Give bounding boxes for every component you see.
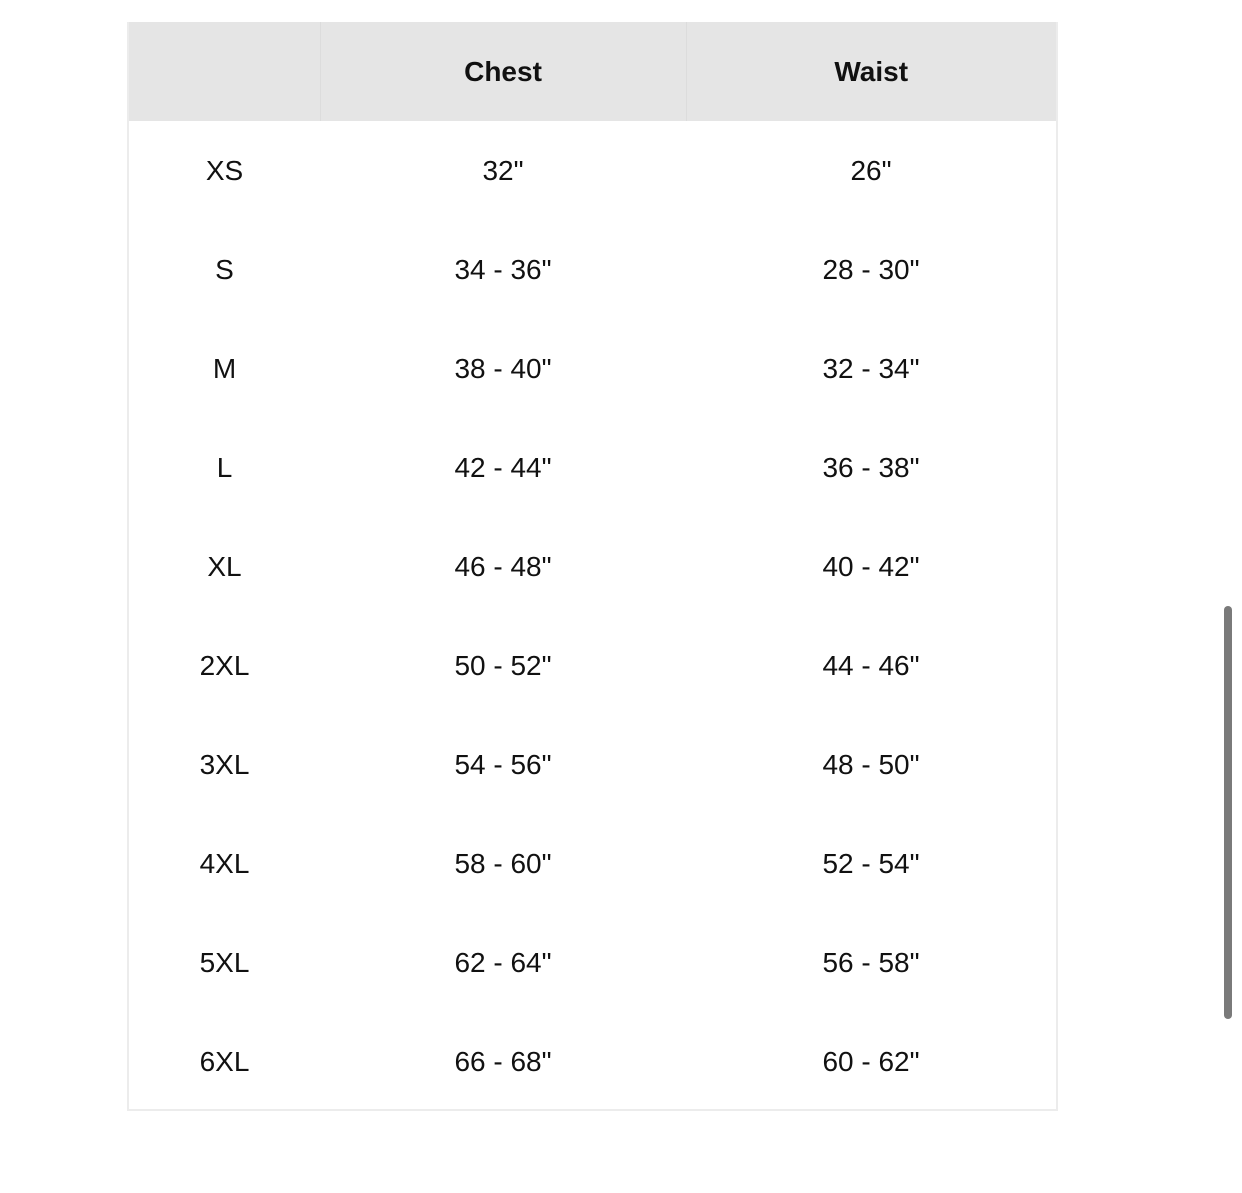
waist-cell: 52 - 54" bbox=[822, 847, 920, 879]
size-cell: S bbox=[215, 253, 234, 285]
table-row bbox=[129, 121, 1056, 220]
table-row bbox=[129, 1012, 1056, 1111]
scrollbar-thumb[interactable] bbox=[1224, 606, 1232, 1019]
chest-cell: 66 - 68" bbox=[454, 1045, 552, 1077]
size-chart-table bbox=[129, 22, 1056, 1111]
chest-cell: 42 - 44" bbox=[454, 451, 552, 483]
waist-cell: 56 - 58" bbox=[822, 946, 920, 978]
table-row bbox=[129, 913, 1056, 1012]
waist-cell: 26" bbox=[850, 154, 892, 186]
size-cell: M bbox=[212, 352, 237, 384]
waist-cell: 40 - 42" bbox=[822, 550, 920, 582]
size-chart bbox=[127, 22, 1058, 1111]
chest-cell: 46 - 48" bbox=[454, 550, 552, 582]
size-chart-header-row bbox=[129, 22, 1056, 121]
size-cell: XL bbox=[207, 550, 242, 582]
waist-cell: 60 - 62" bbox=[822, 1045, 920, 1077]
waist-cell: 36 - 38" bbox=[822, 451, 920, 483]
size-cell: 4XL bbox=[199, 847, 250, 879]
waist-cell: 48 - 50" bbox=[822, 748, 920, 780]
table-row bbox=[129, 517, 1056, 616]
chest-cell: 34 - 36" bbox=[454, 253, 552, 285]
size-cell: 5XL bbox=[199, 946, 250, 978]
chest-cell: 58 - 60" bbox=[454, 847, 552, 879]
waist-cell: 28 - 30" bbox=[822, 253, 920, 285]
chest-cell: 54 - 56" bbox=[454, 748, 552, 780]
table-row bbox=[129, 616, 1056, 715]
size-cell: XS bbox=[205, 154, 244, 186]
chest-cell: 62 - 64" bbox=[454, 946, 552, 978]
waist-header: Waist bbox=[686, 22, 1056, 121]
chest-cell: 38 - 40" bbox=[454, 352, 552, 384]
size-header bbox=[129, 22, 320, 121]
size-cell: 6XL bbox=[199, 1045, 250, 1077]
chest-header: Chest bbox=[320, 22, 686, 121]
size-cell: 3XL bbox=[199, 748, 250, 780]
table-row bbox=[129, 319, 1056, 418]
table-row bbox=[129, 418, 1056, 517]
size-cell: L bbox=[216, 451, 233, 483]
waist-cell: 32 - 34" bbox=[822, 352, 920, 384]
table-row bbox=[129, 220, 1056, 319]
chest-cell: 50 - 52" bbox=[454, 649, 552, 681]
waist-cell: 44 - 46" bbox=[822, 649, 920, 681]
table-row bbox=[129, 715, 1056, 814]
table-row bbox=[129, 814, 1056, 913]
size-cell: 2XL bbox=[199, 649, 250, 681]
chest-cell: 32" bbox=[482, 154, 524, 186]
